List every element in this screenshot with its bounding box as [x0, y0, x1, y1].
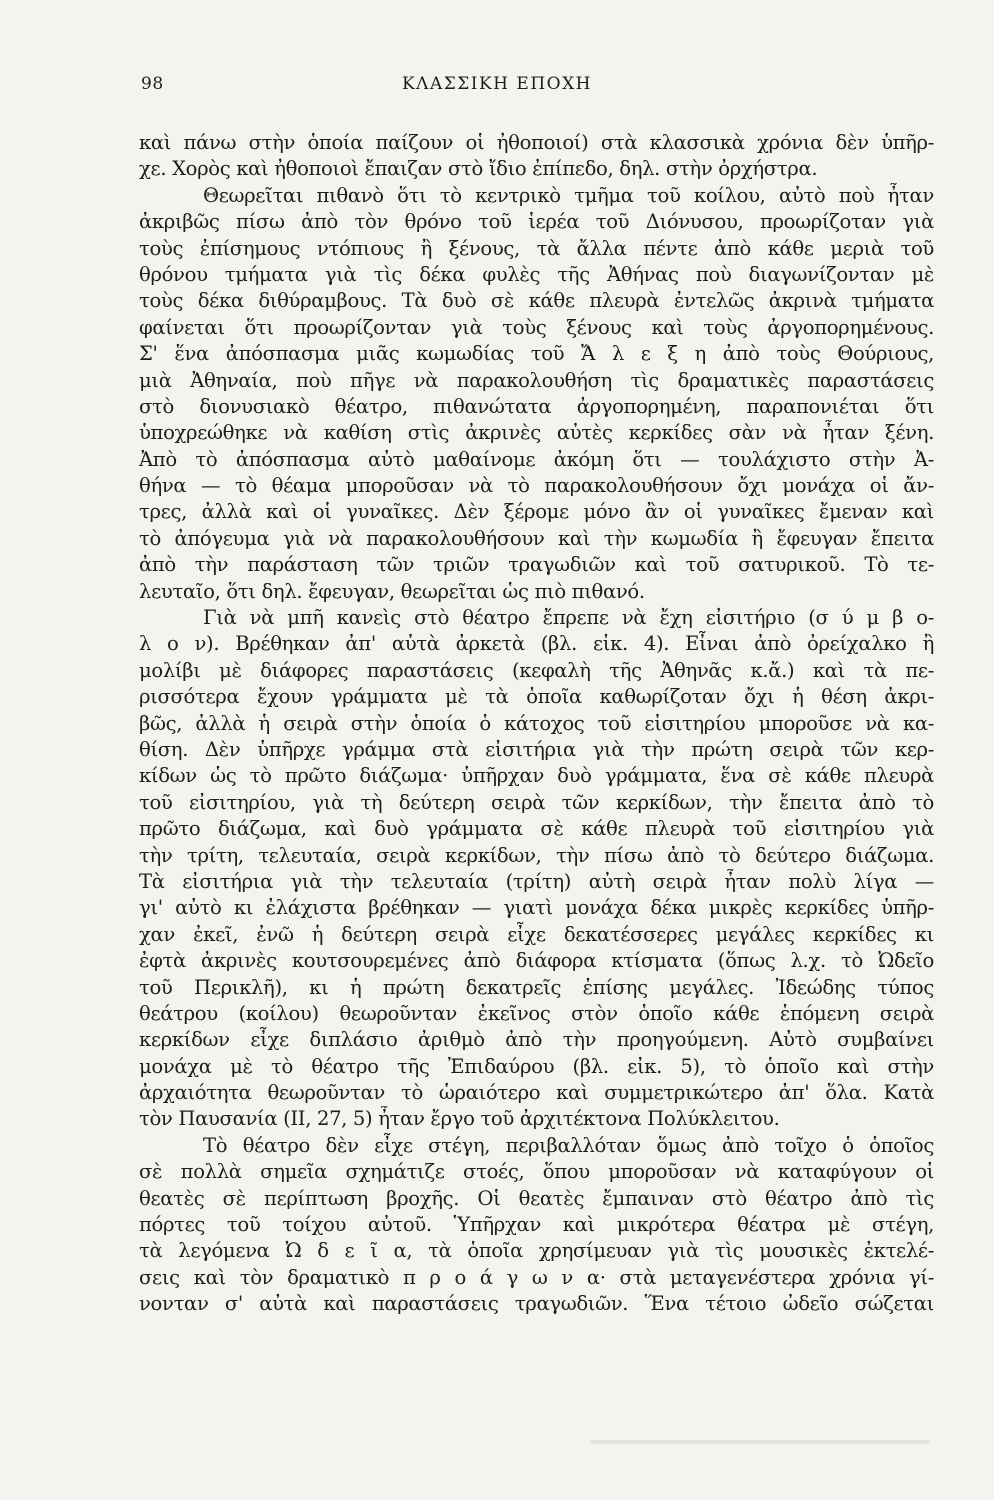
- text-line: ἀπὸ τὴν παράσταση τῶν τριῶν τραγωδιῶν καὶ τοῦ σατυρικοῦ. Τὸ τε-: [139, 553, 934, 577]
- text-line: Ἀπὸ τὸ ἀπόσπασμα αὐτὸ μαθαίνομε ἀκόμη ὅτι — τουλάχιστο στὴν Ἀ-: [139, 447, 934, 471]
- text-line: ἐφτὰ ἀκρινὲς κουτσουρεμένες ἀπὸ διάφορα κτίσματα (ὅπως λ.χ. τὸ Ὠδεῖο: [139, 949, 934, 973]
- text-line: ἀρχαιότητα θεωροῦνταν τὸ ὡραιότερο καὶ συμμετρικώτερο ἀπ' ὅλα. Κατὰ: [139, 1081, 934, 1105]
- text-line: λευταῖο, ὅτι δηλ. ἔφευγαν, θεωρεῖται ὡς πιὸ πιθανό.: [139, 579, 645, 603]
- text-line: τοῦ Περικλῆ), κι ἡ πρώτη δεκατρεῖς ἐπίσης μεγάλες. Ἰδεώδης τύπος: [139, 975, 934, 999]
- text-line: τοῦ εἰσιτηρίου, γιὰ τὴ δεύτερη σειρὰ τῶν κερκίδων, τὴν ἔπειτα ἀπὸ τὸ: [139, 790, 934, 814]
- text-line: τοὺς δέκα διθύραμβους. Τὰ δυὸ σὲ κάθε πλευρὰ ἐντελῶς ἀκρινὰ τμήματα: [139, 289, 934, 313]
- text-line: λ ο ν). Βρέθηκαν ἀπ' αὐτὰ ἀρκετὰ (βλ. εἰκ. 4). Εἶναι ἀπὸ ὀρείχαλκο ἢ: [139, 632, 934, 656]
- text-line: πόρτες τοῦ τοίχου αὐτοῦ. Ὑπῆρχαν καὶ μικρότερα θέατρα μὲ στέγη,: [139, 1213, 934, 1237]
- text-line: μολίβι μὲ διάφορες παραστάσεις (κεφαλὴ τῆς Ἀθηνᾶς κ.ἄ.) καὶ τὰ πε-: [139, 658, 934, 682]
- text-line: Γιὰ νὰ μπῆ κανεὶς στὸ θέατρο ἔπρεπε νὰ ἔχη εἰσιτήριο (σ ύ μ β ο-: [203, 606, 934, 630]
- text-line: βῶς, ἀλλὰ ἡ σειρὰ στὴν ὁποία ὁ κάτοχος τοῦ εἰσιτηρίου μποροῦσε νὰ κα-: [139, 711, 934, 735]
- text-line: φαίνεται ὅτι προωρίζονταν γιὰ τοὺς ξένους καὶ τοὺς ἀργοπορημένους.: [139, 315, 934, 339]
- text-line: κίδων ὡς τὸ πρῶτο διάζωμα· ὑπῆρχαν δυὸ γράμματα, ἕνα σὲ κάθε πλευρὰ: [139, 764, 934, 788]
- text-line: χε. Χορὸς καὶ ἠθοποιοὶ ἔπαιζαν στὸ ἴδιο ἐπίπεδο, δηλ. στὴν ὀρχήστρα.: [139, 157, 818, 181]
- text-line: κερκίδων εἶχε διπλάσιο ἀριθμὸ ἀπὸ τὴν προηγούμενη. Αὐτὸ συμβαίνει: [139, 1028, 934, 1052]
- text-line: θεάτρου (κοίλου) θεωροῦνταν ἐκεῖνος στὸν ὁποῖο κάθε ἑπόμενη σειρὰ: [139, 1001, 934, 1025]
- text-line: γι' αὐτὸ κι ἐλάχιστα βρέθηκαν — γιατὶ μονάχα δέκα μικρὲς κερκίδες ὑπῆρ-: [139, 896, 934, 920]
- text-line: τοὺς ἐπίσημους ντόπιους ἢ ξένους, τὰ ἄλλα πέντε ἀπὸ κάθε μεριὰ τοῦ: [139, 236, 934, 260]
- text-line: ὑποχρεώθηκε νὰ καθίση στὶς ἀκρινὲς αὐτὲς κερκίδες σὰν νὰ ἦταν ξένη.: [139, 421, 934, 445]
- text-line: θήνα — τὸ θέαμα μποροῦσαν νὰ τὸ παρακολουθήσουν ὄχι μονάχα οἱ ἄν-: [139, 474, 934, 498]
- text-line: καὶ πάνω στὴν ὁποία παίζουν οἱ ἠθοποιοί) στὰ κλασσικὰ χρόνια δὲν ὑπῆρ-: [139, 131, 934, 154]
- page-number: 98: [141, 74, 164, 94]
- text-line: Σ' ἕνα ἀπόσπασμα μιᾶς κωμωδίας τοῦ Ἄ λ ε ξ η ἀπὸ τοὺς Θούριους,: [139, 342, 934, 366]
- text-line: μονάχα μὲ τὸ θέατρο τῆς Ἐπιδαύρου (βλ. εἰκ. 5), τὸ ὁποῖο καὶ στὴν: [139, 1054, 934, 1078]
- text-line: τὸ ἀπόγευμα γιὰ νὰ παρακολουθήσουν καὶ τὴν κωμωδία ἢ ἔφευγαν ἔπειτα: [139, 526, 934, 550]
- text-line: θρόνου τμήματα γιὰ τὶς δέκα φυλὲς τῆς Ἀθήνας ποὺ διαγωνίζονταν μὲ: [139, 262, 934, 286]
- text-line: τρες, ἀλλὰ καὶ οἱ γυναῖκες. Δὲν ξέρομε μόνο ἂν οἱ γυναῖκες ἔμεναν καὶ: [139, 500, 934, 524]
- text-line: στὸ διονυσιακὸ θέατρο, πιθανώτατα ἀργοπορημένη, παραπονιέται ὅτι: [139, 394, 934, 418]
- text-line: Τὰ εἰσιτήρια γιὰ τὴν τελευταία (τρίτη) αὐτὴ σειρὰ ἦταν πολὺ λίγα —: [139, 869, 934, 893]
- text-line: νονταν σ' αὐτὰ καὶ παραστάσεις τραγωδιῶν. Ἕνα τέτοιο ὠδεῖο σώζεται: [139, 1292, 934, 1316]
- text-line: τὴν τρίτη, τελευταία, σειρὰ κερκίδων, τὴν πίσω ἀπὸ τὸ δεύτερο διάζωμα.: [139, 843, 934, 867]
- text-line: Θεωρεῖται πιθανὸ ὅτι τὸ κεντρικὸ τμῆμα τοῦ κοίλου, αὐτὸ ποὺ ἦταν: [203, 183, 934, 207]
- text-line: τὰ λεγόμενα Ὠ δ ε ῖ α, τὰ ὁποῖα χρησίμευαν γιὰ τὶς μουσικὲς ἐκτελέ-: [139, 1239, 934, 1263]
- text-line: θίση. Δὲν ὑπῆρχε γράμμα στὰ εἰσιτήρια γιὰ τὴν πρώτη σειρὰ τῶν κερ-: [139, 737, 934, 761]
- text-line: θεατὲς σὲ περίπτωση βροχῆς. Οἱ θεατὲς ἔμπαιναν στὸ θέατρο ἀπὸ τὶς: [139, 1186, 934, 1210]
- text-line: πρῶτο διάζωμα, καὶ δυὸ γράμματα σὲ κάθε πλευρὰ τοῦ εἰσιτηρίου γιὰ: [139, 817, 934, 841]
- text-line: σὲ πολλὰ σημεῖα σχημάτιζε στοές, ὅπου μποροῦσαν νὰ καταφύγουν οἱ: [139, 1160, 934, 1184]
- text-line: μιὰ Ἀθηναία, ποὺ πῆγε νὰ παρακολουθήση τὶς δραματικὲς παραστάσεις: [139, 368, 934, 392]
- text-line: χαν ἐκεῖ, ἐνῶ ἡ δεύτερη σειρὰ εἶχε δεκατέσσερες μεγάλες κερκίδες κι: [139, 922, 934, 946]
- text-line: τὸν Παυσανία (ΙΙ, 27, 5) ἦταν ἔργο τοῦ ἀρχιτέκτονα Πολύκλειτου.: [139, 1107, 780, 1131]
- text-line: σεις καὶ τὸν δραματικὸ π ρ ο ά γ ω ν α· στὰ μεταγενέστερα χρόνια γί-: [139, 1265, 934, 1289]
- print-through-mark: [590, 1440, 930, 1444]
- text-line: ρισσότερα ἔχουν γράμματα μὲ τὰ ὁποῖα καθωρίζοταν ὄχι ἡ θέση ἀκρι-: [139, 685, 934, 709]
- body-text: [139, 130, 934, 1318]
- running-title: ΚΛΑΣΣΙΚΗ ΕΠΟΧΗ: [401, 74, 593, 94]
- text-line: ἀκριβῶς πίσω ἀπὸ τὸν θρόνο τοῦ ἱερέα τοῦ Διόνυσου, προωρίζοταν γιὰ: [139, 210, 934, 234]
- text-line: Τὸ θέατρο δὲν εἶχε στέγη, περιβαλλόταν ὅμως ἀπὸ τοῖχο ὁ ὁποῖος: [203, 1133, 934, 1157]
